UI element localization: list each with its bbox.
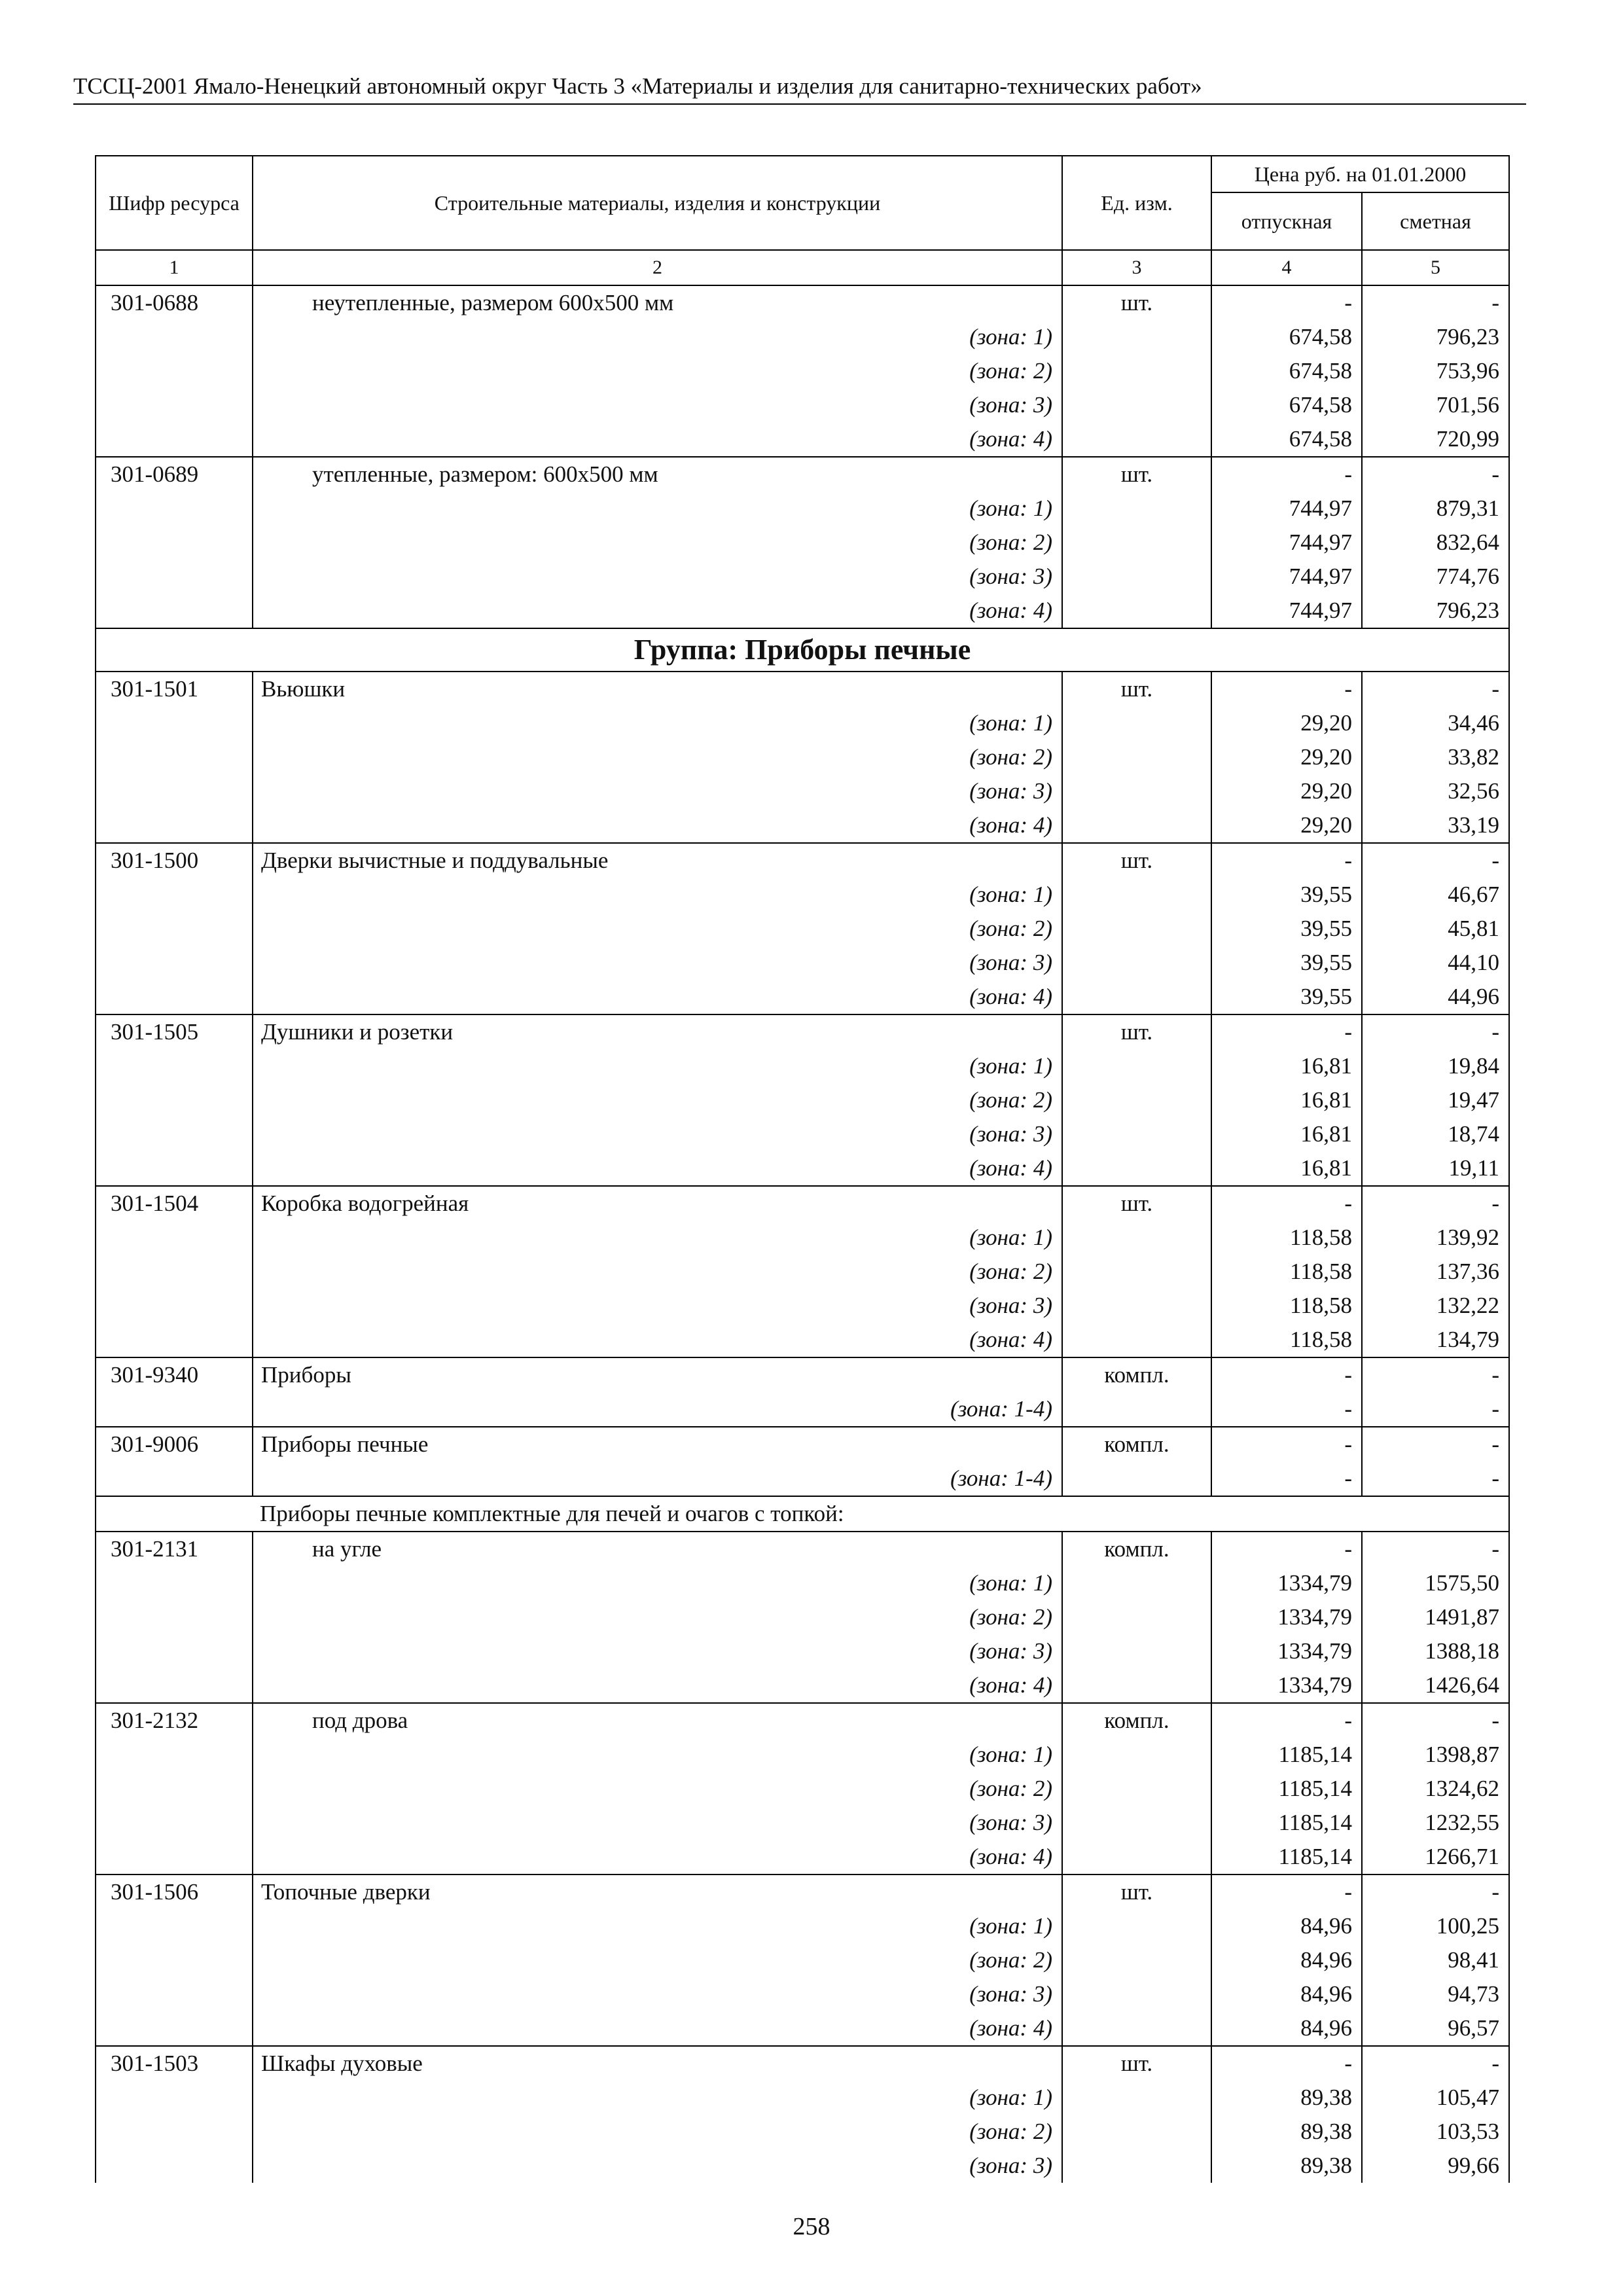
price-release: 1334,79: [1211, 1600, 1362, 1634]
column-number: 3: [1062, 250, 1211, 285]
price-estimate: -: [1362, 1427, 1509, 1462]
table-item: [96, 1427, 1509, 1496]
price-release: -: [1211, 285, 1362, 320]
table-row: [96, 1289, 1509, 1323]
table-item: [96, 1357, 1509, 1427]
zone-label: (зона: 1-4): [253, 1392, 1062, 1427]
column-number-row: [96, 250, 1509, 285]
price-estimate: 44,96: [1362, 980, 1509, 1014]
price-estimate: 701,56: [1362, 388, 1509, 422]
price-estimate: 137,36: [1362, 1255, 1509, 1289]
resource-name: Душники и розетки: [253, 1014, 1062, 1049]
table-row: [96, 1357, 1509, 1392]
resource-unit: компл.: [1062, 1357, 1211, 1392]
zone-label: (зона: 3): [253, 1634, 1062, 1668]
price-estimate: -: [1362, 1186, 1509, 1221]
table-row: [96, 1462, 1509, 1496]
price-release: 118,58: [1211, 1255, 1362, 1289]
price-estimate: -: [1362, 2046, 1509, 2081]
price-release: 16,81: [1211, 1083, 1362, 1117]
price-release: 16,81: [1211, 1151, 1362, 1186]
column-header-name: Строительные материалы, изделия и конструкции: [253, 156, 1062, 250]
zone-label: (зона: 1): [253, 1909, 1062, 1943]
price-release: -: [1211, 1462, 1362, 1496]
price-estimate: 774,76: [1362, 560, 1509, 594]
price-release: 118,58: [1211, 1221, 1362, 1255]
resource-name: Дверки вычистные и поддувальные: [253, 843, 1062, 878]
price-estimate: 34,46: [1362, 706, 1509, 740]
price-release: 674,58: [1211, 320, 1362, 354]
table-row: [96, 1083, 1509, 1117]
price-estimate: 796,23: [1362, 320, 1509, 354]
price-estimate: 45,81: [1362, 912, 1509, 946]
zone-label: (зона: 3): [253, 774, 1062, 808]
zone-label: (зона: 1): [253, 2081, 1062, 2115]
zone-label: (зона: 3): [253, 1117, 1062, 1151]
price-estimate: -: [1362, 1392, 1509, 1427]
price-estimate: 44,10: [1362, 946, 1509, 980]
table-row: [96, 285, 1509, 320]
price-release: -: [1211, 1874, 1362, 1909]
price-release: -: [1211, 1427, 1362, 1462]
resource-code: 301-1500: [96, 843, 253, 878]
table-row: [96, 1703, 1509, 1738]
price-estimate: -: [1362, 285, 1509, 320]
zone-label: (зона: 4): [253, 808, 1062, 843]
table-row: [96, 740, 1509, 774]
resource-name: Приборы: [253, 1357, 1062, 1392]
price-table-container: [95, 155, 1508, 2183]
price-release: 744,97: [1211, 526, 1362, 560]
price-estimate: 96,57: [1362, 2011, 1509, 2046]
resource-code: 301-2131: [96, 1532, 253, 1566]
price-release: 674,58: [1211, 354, 1362, 388]
table-item: [96, 843, 1509, 1014]
price-release: 1334,79: [1211, 1634, 1362, 1668]
price-release: 16,81: [1211, 1049, 1362, 1083]
price-estimate: 796,23: [1362, 594, 1509, 628]
zone-label: (зона: 3): [253, 946, 1062, 980]
table-row: [96, 594, 1509, 628]
price-release: 1334,79: [1211, 1566, 1362, 1600]
table-row: [96, 1600, 1509, 1634]
price-release: -: [1211, 1186, 1362, 1221]
subheading-section: [96, 1496, 1509, 1532]
price-estimate: -: [1362, 1532, 1509, 1566]
table-row: [96, 560, 1509, 594]
table-item: [96, 1186, 1509, 1357]
column-header-price-group: Цена руб. на 01.01.2000: [1211, 156, 1509, 192]
price-release: -: [1211, 1392, 1362, 1427]
table-row: [96, 1117, 1509, 1151]
subheading-row: [96, 1496, 1509, 1532]
price-release: 744,97: [1211, 560, 1362, 594]
price-release: 674,58: [1211, 388, 1362, 422]
price-release: 744,97: [1211, 492, 1362, 526]
price-estimate: 879,31: [1362, 492, 1509, 526]
table-row: [96, 1634, 1509, 1668]
table-row: [96, 2081, 1509, 2115]
price-release: 674,58: [1211, 422, 1362, 457]
table-row: [96, 1806, 1509, 1840]
table-row: [96, 1840, 1509, 1874]
zone-label: (зона: 2): [253, 740, 1062, 774]
zone-label: (зона: 4): [253, 1151, 1062, 1186]
price-release: -: [1211, 2046, 1362, 2081]
table-row: [96, 980, 1509, 1014]
document-header: ТССЦ-2001 Ямало-Ненецкий автономный округ Часть 3 «Материалы и изделия для санитарно-технических работ»: [73, 72, 1526, 105]
price-release: 29,20: [1211, 706, 1362, 740]
price-release: -: [1211, 672, 1362, 706]
zone-label: (зона: 2): [253, 1083, 1062, 1117]
zone-label: (зона: 4): [253, 980, 1062, 1014]
resource-code: 301-1501: [96, 672, 253, 706]
zone-label: (зона: 2): [253, 526, 1062, 560]
zone-label: (зона: 1): [253, 320, 1062, 354]
resource-unit: шт.: [1062, 457, 1211, 492]
table-row: [96, 1874, 1509, 1909]
price-estimate: 19,84: [1362, 1049, 1509, 1083]
price-release: -: [1211, 1357, 1362, 1392]
price-release: 89,38: [1211, 2081, 1362, 2115]
resource-unit: шт.: [1062, 2046, 1211, 2081]
zone-label: (зона: 1): [253, 1738, 1062, 1772]
price-estimate: 94,73: [1362, 1977, 1509, 2011]
price-estimate: 32,56: [1362, 774, 1509, 808]
price-release: 16,81: [1211, 1117, 1362, 1151]
price-release: 744,97: [1211, 594, 1362, 628]
resource-unit: компл.: [1062, 1703, 1211, 1738]
table-row: [96, 1668, 1509, 1703]
table-row: [96, 1151, 1509, 1186]
zone-label: (зона: 4): [253, 594, 1062, 628]
price-release: 84,96: [1211, 1977, 1362, 2011]
table-row: [96, 2115, 1509, 2149]
price-release: 29,20: [1211, 740, 1362, 774]
zone-label: (зона: 1): [253, 492, 1062, 526]
zone-label: (зона: 4): [253, 1323, 1062, 1357]
table-row: [96, 1566, 1509, 1600]
table-row: [96, 492, 1509, 526]
resource-code: 301-0689: [96, 457, 253, 492]
price-estimate: 105,47: [1362, 2081, 1509, 2115]
table-item: [96, 2046, 1509, 2183]
zone-label: (зона: 3): [253, 1806, 1062, 1840]
price-estimate: -: [1362, 1874, 1509, 1909]
zone-label: (зона: 2): [253, 1772, 1062, 1806]
price-release: 29,20: [1211, 774, 1362, 808]
price-release: -: [1211, 457, 1362, 492]
table-row: [96, 422, 1509, 457]
table-row: [96, 774, 1509, 808]
price-estimate: -: [1362, 843, 1509, 878]
table-row: [96, 1943, 1509, 1977]
table-row: [96, 878, 1509, 912]
zone-label: (зона: 1-4): [253, 1462, 1062, 1496]
column-header-code: Шифр ресурса: [96, 156, 253, 250]
table-item: [96, 285, 1509, 457]
group-heading-row: [96, 628, 1509, 672]
zone-label: (зона: 3): [253, 560, 1062, 594]
table-row: [96, 1221, 1509, 1255]
price-estimate: 103,53: [1362, 2115, 1509, 2149]
table-row: [96, 1323, 1509, 1357]
zone-label: (зона: 2): [253, 1600, 1062, 1634]
price-release: 89,38: [1211, 2115, 1362, 2149]
resource-unit: компл.: [1062, 1532, 1211, 1566]
table-row: [96, 808, 1509, 843]
price-estimate: 134,79: [1362, 1323, 1509, 1357]
resource-code: 301-2132: [96, 1703, 253, 1738]
column-header-price-estimate: сметная: [1362, 192, 1509, 250]
resource-unit: шт.: [1062, 1014, 1211, 1049]
table-row: [96, 2011, 1509, 2046]
table-item: [96, 1874, 1509, 2046]
price-release: 39,55: [1211, 946, 1362, 980]
table-row: [96, 1392, 1509, 1427]
table-row: [96, 1909, 1509, 1943]
price-estimate: 19,11: [1362, 1151, 1509, 1186]
resource-code: 301-1504: [96, 1186, 253, 1221]
resource-unit: шт.: [1062, 285, 1211, 320]
price-release: 84,96: [1211, 1909, 1362, 1943]
group-heading: Группа: Приборы печные: [96, 628, 1509, 672]
price-estimate: -: [1362, 672, 1509, 706]
resource-name: Приборы печные: [253, 1427, 1062, 1462]
price-release: 118,58: [1211, 1289, 1362, 1323]
price-estimate: 1232,55: [1362, 1806, 1509, 1840]
price-estimate: 1426,64: [1362, 1668, 1509, 1703]
resource-unit: шт.: [1062, 843, 1211, 878]
table-row: [96, 1049, 1509, 1083]
table-row: [96, 388, 1509, 422]
price-estimate: 18,74: [1362, 1117, 1509, 1151]
table-row: [96, 457, 1509, 492]
price-release: 39,55: [1211, 980, 1362, 1014]
price-estimate: 46,67: [1362, 878, 1509, 912]
zone-label: (зона: 3): [253, 1289, 1062, 1323]
price-estimate: 33,19: [1362, 808, 1509, 843]
table-row: [96, 354, 1509, 388]
resource-unit: шт.: [1062, 1186, 1211, 1221]
table-row: [96, 1427, 1509, 1462]
price-estimate: -: [1362, 1357, 1509, 1392]
table-row: [96, 843, 1509, 878]
price-estimate: 19,47: [1362, 1083, 1509, 1117]
table-row: [96, 706, 1509, 740]
group-section: [96, 628, 1509, 672]
zone-label: (зона: 3): [253, 2149, 1062, 2183]
resource-code: 301-9340: [96, 1357, 253, 1392]
table-row: [96, 1014, 1509, 1049]
table-row: [96, 1255, 1509, 1289]
zone-label: (зона: 2): [253, 354, 1062, 388]
zone-label: (зона: 1): [253, 878, 1062, 912]
price-release: 39,55: [1211, 878, 1362, 912]
price-estimate: 832,64: [1362, 526, 1509, 560]
price-release: 84,96: [1211, 2011, 1362, 2046]
resource-code: 301-0688: [96, 285, 253, 320]
price-estimate: 1266,71: [1362, 1840, 1509, 1874]
zone-label: (зона: 1): [253, 706, 1062, 740]
price-release: 29,20: [1211, 808, 1362, 843]
resource-name: на угле: [253, 1532, 1062, 1566]
column-number: 1: [96, 250, 253, 285]
table-row: [96, 526, 1509, 560]
table-row: [96, 1977, 1509, 2011]
resource-name: Топочные дверки: [253, 1874, 1062, 1909]
price-estimate: 1388,18: [1362, 1634, 1509, 1668]
price-release: 1185,14: [1211, 1840, 1362, 1874]
price-estimate: 1575,50: [1362, 1566, 1509, 1600]
column-header-unit: Ед. изм.: [1062, 156, 1211, 250]
resource-code: 301-1503: [96, 2046, 253, 2081]
page-number: 258: [793, 2213, 830, 2240]
price-estimate: -: [1362, 1703, 1509, 1738]
price-release: 1185,14: [1211, 1806, 1362, 1840]
table-item: [96, 1703, 1509, 1874]
column-number: 4: [1211, 250, 1362, 285]
table-row: [96, 1532, 1509, 1566]
price-estimate: 98,41: [1362, 1943, 1509, 1977]
resource-code: 301-1505: [96, 1014, 253, 1049]
price-release: 118,58: [1211, 1323, 1362, 1357]
resource-name: неутепленные, размером 600х500 мм: [253, 285, 1062, 320]
zone-label: (зона: 2): [253, 912, 1062, 946]
zone-label: (зона: 4): [253, 422, 1062, 457]
subheading: Приборы печные комплектные для печей и очагов с топкой:: [96, 1496, 1509, 1532]
resource-unit: шт.: [1062, 672, 1211, 706]
price-estimate: 132,22: [1362, 1289, 1509, 1323]
zone-label: (зона: 1): [253, 1566, 1062, 1600]
zone-label: (зона: 2): [253, 1943, 1062, 1977]
price-release: -: [1211, 1532, 1362, 1566]
price-estimate: 1324,62: [1362, 1772, 1509, 1806]
table-row: [96, 2046, 1509, 2081]
price-release: -: [1211, 1014, 1362, 1049]
price-estimate: -: [1362, 1014, 1509, 1049]
price-release: 84,96: [1211, 1943, 1362, 1977]
table-row: [96, 946, 1509, 980]
price-estimate: 100,25: [1362, 1909, 1509, 1943]
resource-name: Шкафы духовые: [253, 2046, 1062, 2081]
resource-code: 301-9006: [96, 1427, 253, 1462]
price-table: [95, 155, 1510, 2183]
table-item: [96, 1014, 1509, 1186]
price-release: 89,38: [1211, 2149, 1362, 2183]
table-row: [96, 1738, 1509, 1772]
table-row: [96, 2149, 1509, 2183]
table-item: [96, 672, 1509, 843]
resource-name: Вьюшки: [253, 672, 1062, 706]
price-release: 1334,79: [1211, 1668, 1362, 1703]
column-number: 2: [253, 250, 1062, 285]
zone-label: (зона: 1): [253, 1049, 1062, 1083]
resource-name: Коробка водогрейная: [253, 1186, 1062, 1221]
price-release: -: [1211, 843, 1362, 878]
resource-name: утепленные, размером: 600х500 мм: [253, 457, 1062, 492]
table-row: [96, 1186, 1509, 1221]
zone-label: (зона: 2): [253, 2115, 1062, 2149]
table-row: [96, 912, 1509, 946]
zone-label: (зона: 3): [253, 1977, 1062, 2011]
price-release: 1185,14: [1211, 1738, 1362, 1772]
price-release: 1185,14: [1211, 1772, 1362, 1806]
price-estimate: 139,92: [1362, 1221, 1509, 1255]
price-estimate: 33,82: [1362, 740, 1509, 774]
zone-label: (зона: 4): [253, 2011, 1062, 2046]
zone-label: (зона: 4): [253, 1840, 1062, 1874]
resource-code: 301-1506: [96, 1874, 253, 1909]
column-number: 5: [1362, 250, 1509, 285]
table-row: [96, 1772, 1509, 1806]
zone-label: (зона: 4): [253, 1668, 1062, 1703]
resource-name: под дрова: [253, 1703, 1062, 1738]
zone-label: (зона: 3): [253, 388, 1062, 422]
table-item: [96, 1532, 1509, 1703]
price-release: 39,55: [1211, 912, 1362, 946]
resource-unit: шт.: [1062, 1874, 1211, 1909]
price-estimate: 1398,87: [1362, 1738, 1509, 1772]
price-estimate: 753,96: [1362, 354, 1509, 388]
table-row: [96, 320, 1509, 354]
table-row: [96, 672, 1509, 706]
price-release: -: [1211, 1703, 1362, 1738]
column-header-price-release: отпускная: [1211, 192, 1362, 250]
zone-label: (зона: 2): [253, 1255, 1062, 1289]
table-item: [96, 457, 1509, 628]
resource-unit: компл.: [1062, 1427, 1211, 1462]
price-estimate: -: [1362, 1462, 1509, 1496]
price-estimate: 720,99: [1362, 422, 1509, 457]
zone-label: (зона: 1): [253, 1221, 1062, 1255]
price-estimate: 1491,87: [1362, 1600, 1509, 1634]
price-estimate: 99,66: [1362, 2149, 1509, 2183]
price-estimate: -: [1362, 457, 1509, 492]
